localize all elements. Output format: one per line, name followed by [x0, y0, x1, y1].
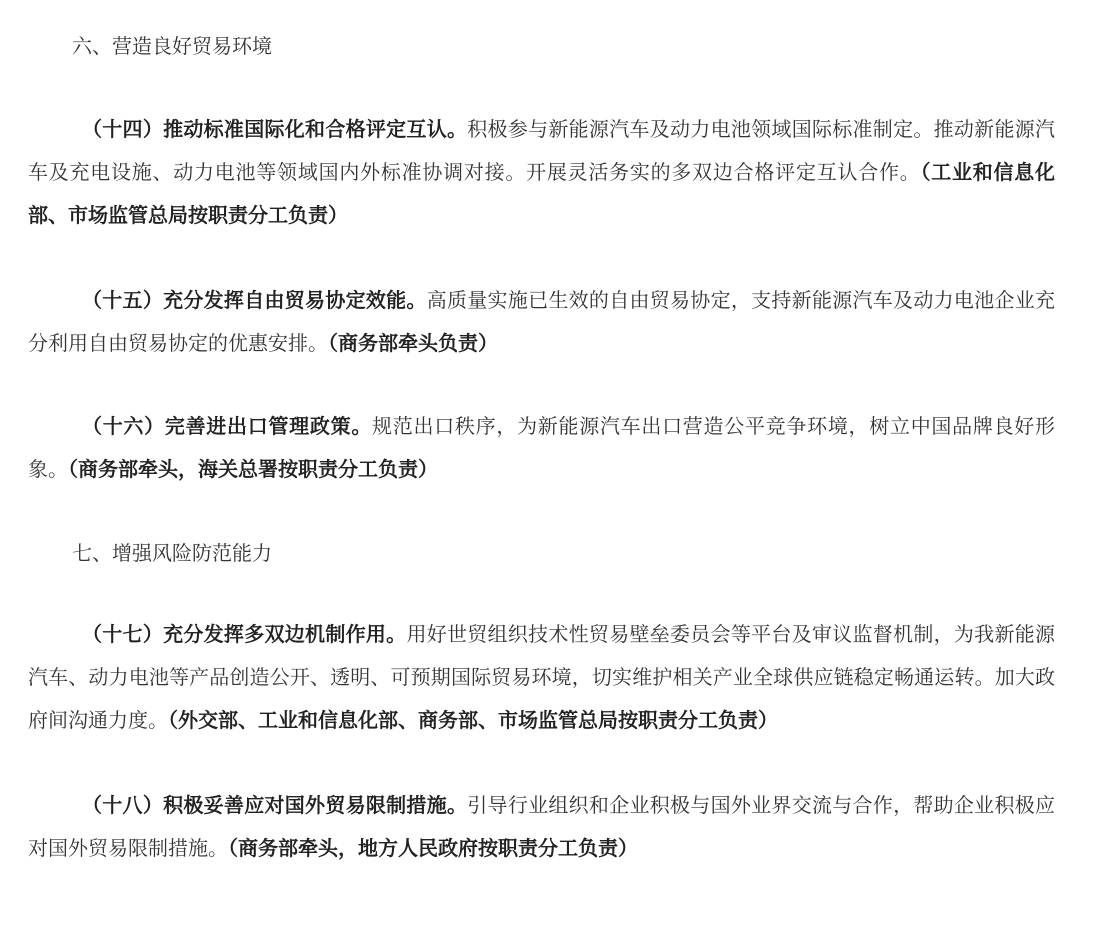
- article-14-responsible: （工业和信息化部、市场监管总局按职责分工负责）: [28, 160, 1055, 227]
- article-14: [28, 108, 1055, 237]
- article-15-responsible: （商务部牵头负责）: [328, 331, 498, 355]
- article-15-title: （十五）充分发挥自由贸易协定效能。: [82, 288, 427, 312]
- article-18-title: （十八）积极妥善应对国外贸易限制措施。: [82, 793, 468, 817]
- article-16-responsible: （商务部牵头，海关总署按职责分工负责）: [68, 457, 438, 481]
- article-14-body: 积极参与新能源汽车及动力电池领域国际标准制定。推动新能源汽车及充电设施、动力电池等领域国内外标准协调对接。开展灵活务实的多双边合格评定互认合作。: [28, 117, 1056, 184]
- article-18-responsible: （商务部牵头，地方人民政府按职责分工负责）: [228, 836, 638, 860]
- article-18-body: 引导行业组织和企业积极与国外业界交流与合作，帮助企业积极应对国外贸易限制措施。: [28, 793, 1056, 860]
- article-18: [28, 784, 1055, 870]
- article-16-body: 规范出口秩序，为新能源汽车出口营造公平竞争环境，树立中国品牌良好形象。: [28, 414, 1056, 481]
- section-heading-7: 七、增强风险防范能力: [72, 541, 272, 565]
- article-16-title: （十六）完善进出口管理政策。: [82, 414, 373, 438]
- article-16: [28, 405, 1055, 491]
- article-15: [28, 279, 1055, 365]
- article-17-responsible: （外交部、工业和信息化部、商务部、市场监管总局按职责分工负责）: [168, 708, 778, 732]
- article-14-title: （十四）推动标准国际化和合格评定互认。: [82, 117, 468, 141]
- article-17-body: 用好世贸组织技术性贸易壁垒委员会等平台及审议监督机制，为我新能源汽车、动力电池等产品创造公开、透明、可预期国际贸易环境，切实维护相关产业全球供应链稳定畅通运转。加大政府间沟通力度。: [28, 622, 1056, 732]
- article-17: [28, 613, 1055, 742]
- section-heading-6: 六、营造良好贸易环境: [72, 34, 272, 58]
- article-17-title: （十七）充分发挥多双边机制作用。: [82, 622, 407, 646]
- article-15-body: 高质量实施已生效的自由贸易协定，支持新能源汽车及动力电池企业充分利用自由贸易协定的优惠安排。: [28, 288, 1056, 355]
